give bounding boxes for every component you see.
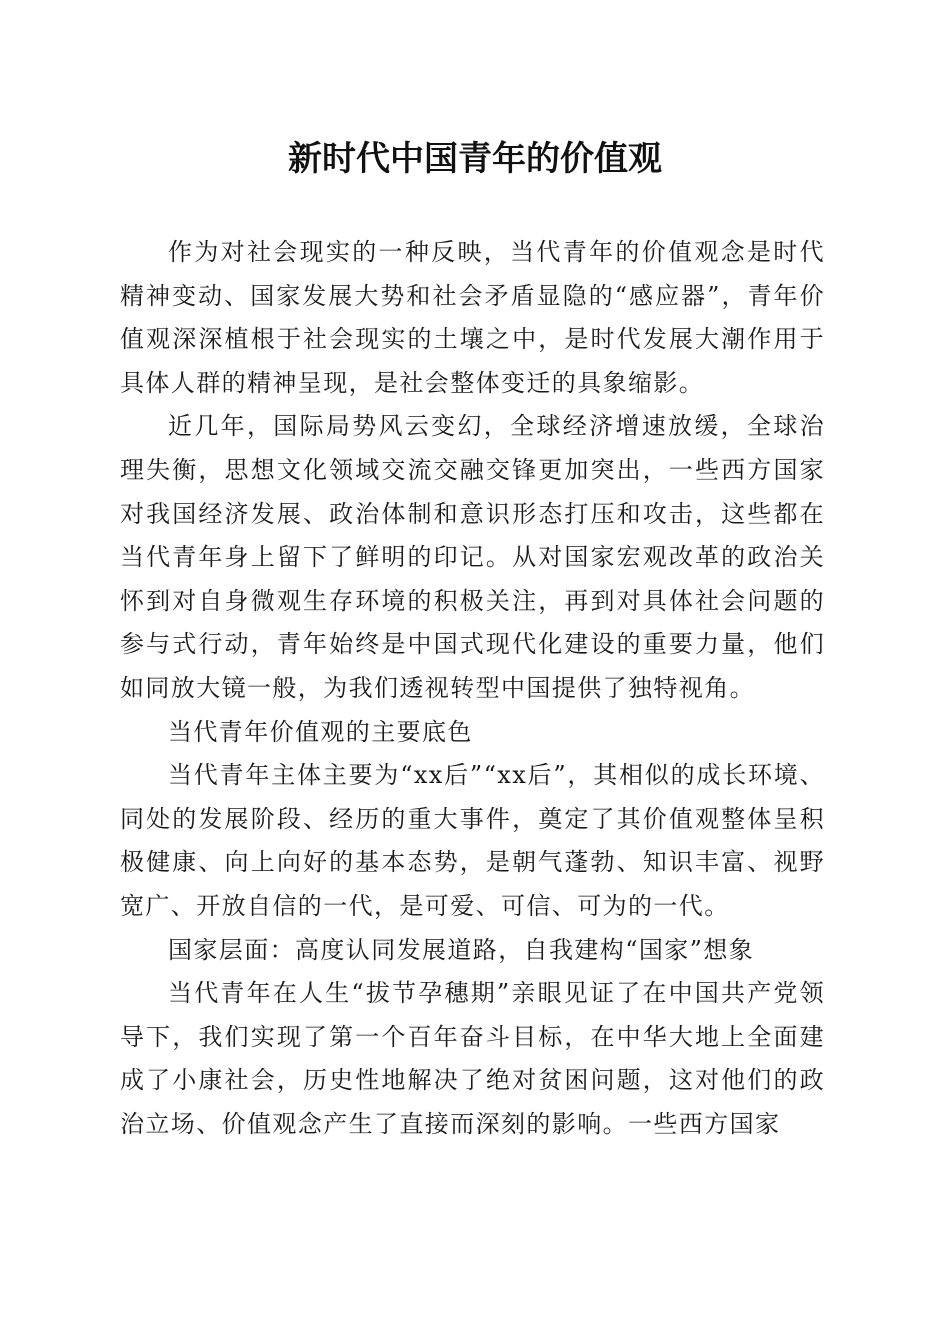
paragraph: 当代青年在人生“拔节孕穗期”亲眼见证了在中国共产党领导下，我们实现了第一个百年奋斗目标，在中华大地上全面建成了小康社会，历史性地解决了绝对贫困问题，这对他们的政治立场、价值观念产生了直接而深刻的影响。一些西方国家 (120, 979, 825, 1138)
document-body (120, 231, 825, 1146)
paragraph: 当代青年主体主要为“xx后”“xx后”，其相似的成长环境、同处的发展阶段、经历的重大事件，奠定了其价值观整体呈积极健康、向上向好的基本态势，是朝气蓬勃、知识丰富、视野宽广、开放自信的一代，是可爱、可信、可为的一代。 (120, 761, 825, 920)
section-heading: 当代青年价值观的主要底色 (168, 717, 473, 746)
paragraph: 作为对社会现实的一种反映，当代青年的价值观念是时代精神变动、国家发展大势和社会矛盾显隐的“感应器”，青年价值观深深植根于社会现实的土壤之中，是时代发展大潮作用于具体人群的精神呈现，是社会整体变迁的具象缩影。 (120, 238, 825, 397)
section-heading: 国家层面：高度认同发展道路，自我建构“国家”想象 (168, 935, 755, 964)
paragraph: 近几年，国际局势风云变幻，全球经济增速放缓，全球治理失衡，思想文化领域交流交融交锋更加突出，一些西方国家对我国经济发展、政治体制和意识形态打压和攻击，这些都在当代青年身上留下了鲜明的印记。从对国家宏观改革的政治关怀到对自身微观生存环境的积极关注，再到对具体社会问题的参与式行动，青年始终是中国式现代化建设的重要力量，他们如同放大镜一般，为我们透视转型中国提供了独特视角。 (120, 412, 825, 702)
document-title: 新时代中国青年的价值观 (288, 139, 662, 179)
